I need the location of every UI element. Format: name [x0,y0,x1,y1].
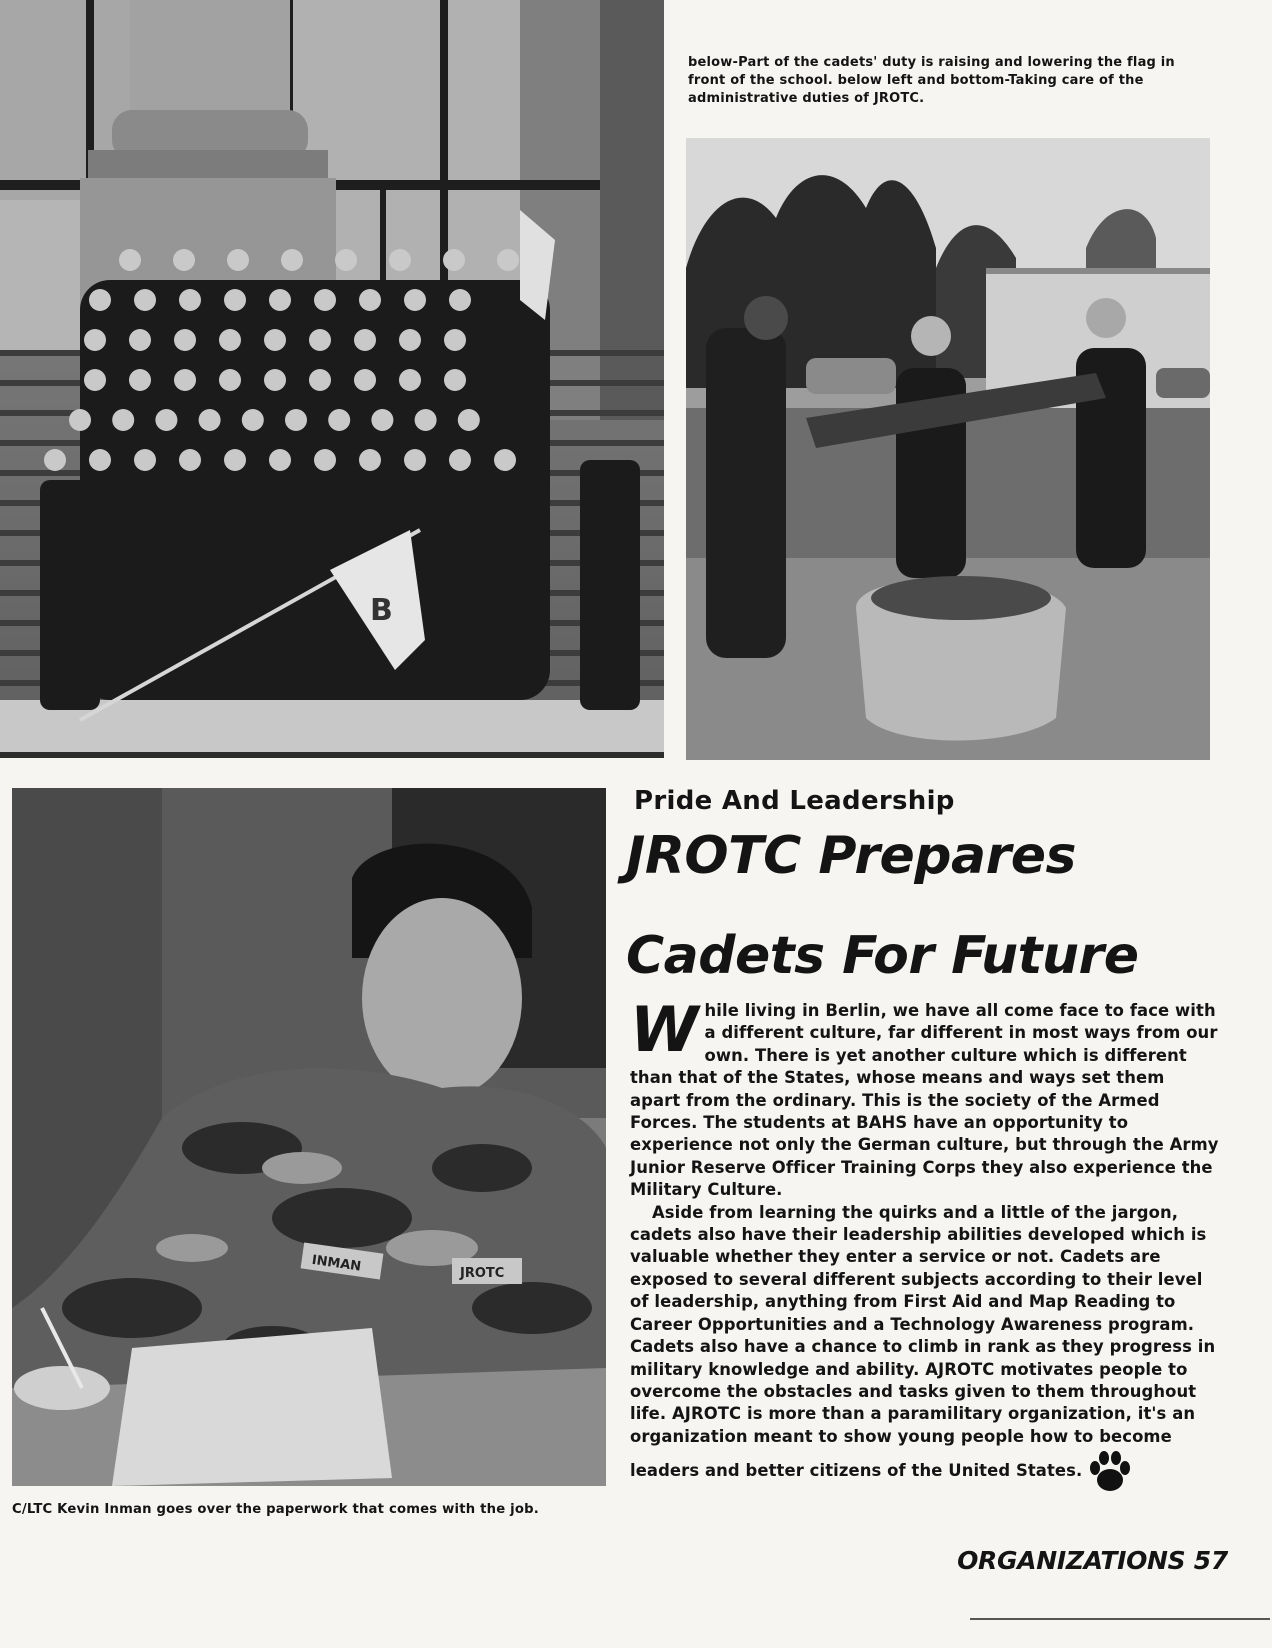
cadet-face [84,369,106,391]
cadet-face [444,329,466,351]
flag-photo [686,138,1210,760]
cadet-face [219,329,241,351]
cadet-face [354,369,376,391]
top-caption: below-Part of the cadets' duty is raising and lowering the flag in front of the school. below left and bottom-Taking care of the administrative duties of JROTC. [688,55,1175,106]
cadet-face [199,409,221,431]
cadet-face [134,289,156,311]
cadet-face [314,449,336,471]
cadet-face [415,409,437,431]
cadet-face [89,289,111,311]
cadet-face [399,329,421,351]
cadet-face [314,289,336,311]
article-paragraph-1 [630,993,1220,1202]
cadet-face [269,449,291,471]
cadet-face [224,289,246,311]
cadet-face [404,449,426,471]
cadet-face [174,329,196,351]
cadet-face [371,409,393,431]
cadet-face [129,369,151,391]
cadet-face [69,409,91,431]
cadet-face [155,409,177,431]
article-kicker: Pride And Leadership [634,786,955,816]
paragraph-1-text: hile living in Berlin, we have all come face to face with a different culture, far different in most ways from our own. There is yet another culture which is different than that of the States, whose means and ways set them apart from the ordinary. This is the society of the Armed Forces. The students at BAHS have an opportunity to experience not only the German culture, but through the Army Junior Reserve Officer Training Corps they also experience the Military Culture. [630,1001,1219,1200]
guidon-letter: B [370,593,393,628]
page-folio [957,1546,1228,1575]
paragraph-2-text: Aside from learning the quirks and a little of the jargon, cadets also have their leadership abilities developed which is valuable whether they enter a service or not. Cadets are exposed to several different subjects according to their level of leadership, anything from First Aid and Map Reading to Career Opportunities and a Technology Awareness program. Cadets also have a chance to climb in rank as they progress in military knowledge and ability. AJROTC motivates people to overcome the obstacles and tasks given to them throughout life. AJROTC is more than a paramilitary organization, it's an organization meant to show young people how to become leaders and better citizens of the United States. [630,1202,1216,1481]
article-headline-line1: JROTC Prepares [626,826,1076,886]
cadet-face [179,449,201,471]
cadet-face [173,249,195,271]
cadet-face [494,449,516,471]
folio-rule [970,1618,1270,1620]
cadet-face [219,369,241,391]
article-body [630,993,1220,1494]
cadet-face [134,449,156,471]
cadet-face [264,329,286,351]
folio-section: ORGANIZATIONS [957,1546,1186,1575]
cadet-face [354,329,376,351]
paw-print-icon [1086,1448,1134,1494]
folio-page-number: 57 [1193,1546,1228,1575]
cadet-face [389,249,411,271]
cadet-face [242,409,264,431]
cadet-face [44,449,66,471]
cadet-face [285,409,307,431]
cadet-face [309,369,331,391]
article-headline-line2: Cadets For Future [626,926,1139,986]
drop-cap: W [630,993,699,1066]
cadet-face [497,249,519,271]
branch-tape: JROTC [460,1266,505,1281]
cadet-at-desk-photo [12,788,606,1486]
cadet-face [129,329,151,351]
cadet-face [309,329,331,351]
flag-folding-photo [686,138,1210,760]
cadet-face [89,449,111,471]
cadet-face [449,449,471,471]
cadet-face [328,409,350,431]
cadet-face [359,449,381,471]
desk-photo [12,788,606,1486]
group-photo [0,0,664,758]
cadet-face [281,249,303,271]
cadet-face [84,329,106,351]
cadet-face [449,289,471,311]
cadet-face [359,289,381,311]
cadet-face [174,369,196,391]
cadet-face [179,289,201,311]
cadet-group-photo [0,0,664,758]
cadet-face [119,249,141,271]
cadet-face [112,409,134,431]
cadet-face [444,369,466,391]
bottom-caption: C/LTC Kevin Inman goes over the paperwork that comes with the job. [12,1502,539,1517]
cadet-face [224,449,246,471]
cadet-face [269,289,291,311]
name-tape: INMAN [310,1252,362,1275]
article-paragraph-2 [630,1202,1220,1494]
cadet-face [227,249,249,271]
cadet-face [399,369,421,391]
cadet-face [335,249,357,271]
cadet-face [404,289,426,311]
cadet-face [264,369,286,391]
cadet-face [443,249,465,271]
cadet-face [458,409,480,431]
